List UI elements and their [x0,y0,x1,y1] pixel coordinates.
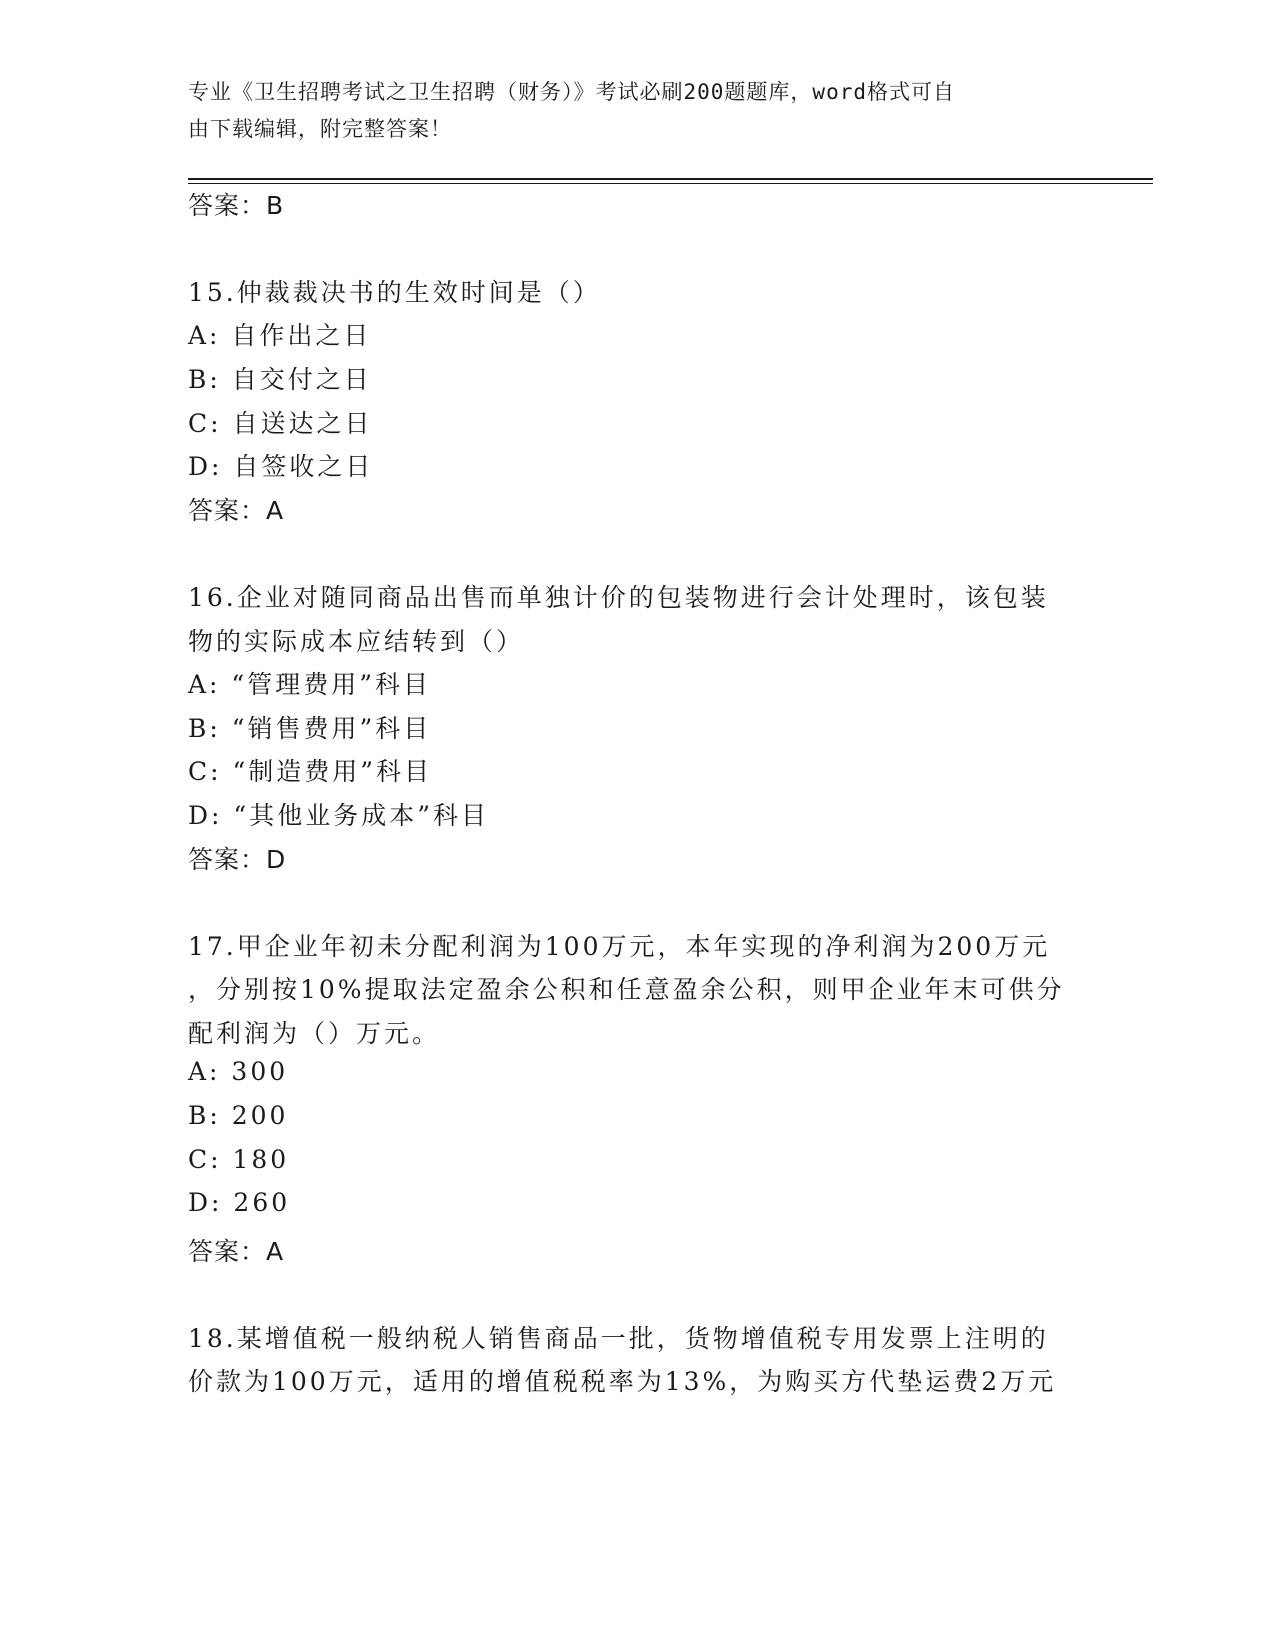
q15-option-c: C: 自送达之日 [188,409,373,438]
q18-stem-line-2: 价款为100万元，适用的增值税税率为13%，为购买方代垫运费2万元 [188,1367,1057,1396]
q17-option-c: C: 180 [188,1145,290,1174]
q17-stem-line-2: ，分别按10%提取法定盈余公积和任意盈余公积，则甲企业年末可供分 [188,975,1065,1004]
q15-answer: 答案：A [188,496,285,525]
q16-option-c: C: “制造费用”科目 [188,757,433,786]
q16-option-b: B: “销售费用”科目 [188,714,432,743]
header-rule-thin [188,183,1153,184]
q17-stem-line-1: 17.甲企业年初未分配利润为100万元，本年实现的净利润为200万元 [188,932,1051,961]
q16-option-d: D: “其他业务成本”科目 [188,801,489,830]
q17-answer: 答案：A [188,1237,285,1266]
q15-stem: 15.仲裁裁决书的生效时间是（） [188,278,601,307]
q16-stem-line-1: 16.企业对随同商品出售而单独计价的包装物进行会计处理时，该包装 [188,583,1049,612]
header-rule-thick [188,178,1153,180]
q16-stem-line-2: 物的实际成本应结转到（） [188,627,525,656]
q17-option-a: A: 300 [188,1057,289,1086]
q16-option-a: A: “管理费用”科目 [188,670,431,699]
q15-option-a: A: 自作出之日 [188,321,372,350]
q17-option-d: D: 260 [188,1188,291,1217]
q16-answer: 答案：D [188,845,287,874]
header-line-2: 由下载编辑，附完整答案！ [188,117,452,141]
document-header [188,74,1068,148]
q15-option-d: D: 自签收之日 [188,452,374,481]
q17-option-b: B: 200 [188,1101,289,1130]
q17-stem-line-3: 配利润为（）万元。 [188,1019,441,1048]
header-line-1: 专业《卫生招聘考试之卫生招聘（财务）》考试必刷200题题库，word格式可自 [188,80,955,104]
q15-option-b: B: 自交付之日 [188,365,372,394]
prev-answer: 答案：B [188,191,285,220]
q18-stem-line-1: 18.某增值税一般纳税人销售商品一批，货物增值税专用发票上注明的 [188,1324,1049,1353]
